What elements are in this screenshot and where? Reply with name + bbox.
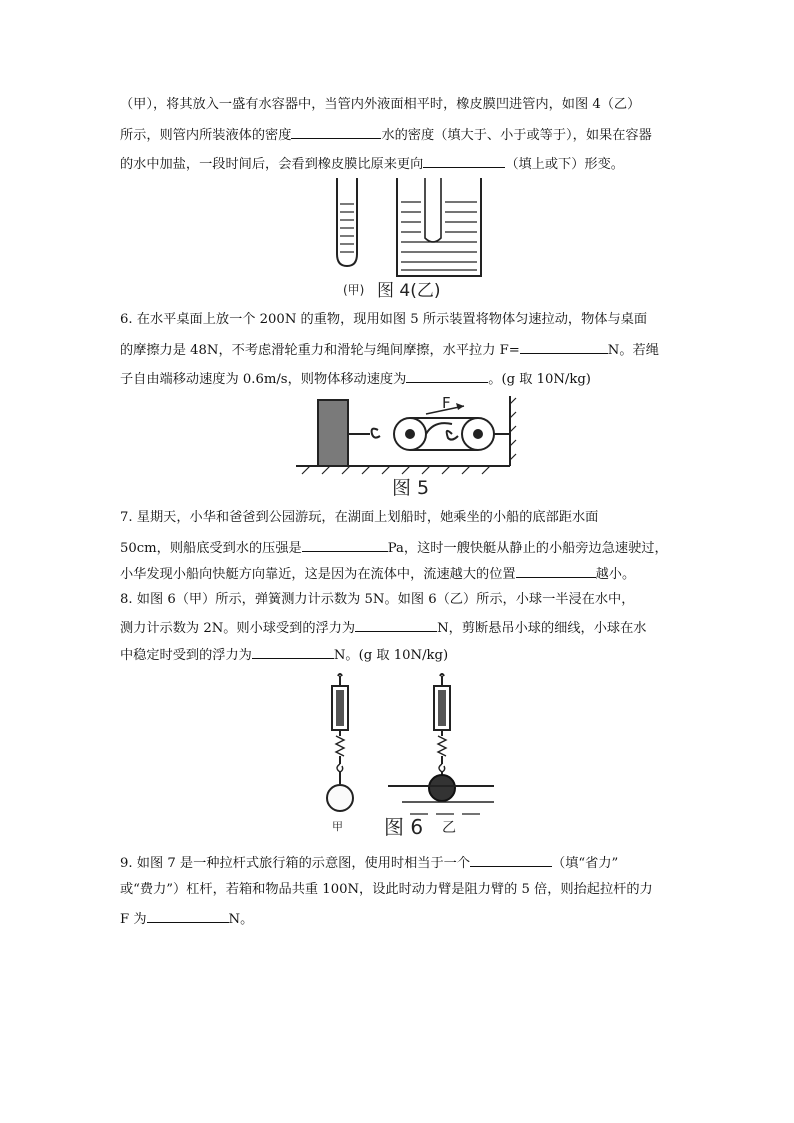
fig6-label-b: 乙 xyxy=(442,820,456,836)
q8-line-2: 测力计示数为 2N。则小球受到的浮力为 N，剪断悬吊小球的细线，小球在水 xyxy=(120,617,646,639)
water-container xyxy=(397,178,481,276)
answer-blank[interactable] xyxy=(291,124,381,139)
answer-blank[interactable] xyxy=(147,908,229,923)
answer-blank[interactable] xyxy=(406,368,488,383)
fig4-label: 图 4(乙) xyxy=(377,281,441,300)
heavy-block xyxy=(318,400,348,466)
ball-in-air xyxy=(327,785,353,811)
q8-line-3: 中稳定时受到的浮力为 N。(g 取 10N/kg) xyxy=(120,644,448,666)
answer-blank[interactable] xyxy=(252,644,334,659)
answer-blank[interactable] xyxy=(302,537,388,552)
q7-line-2: 50cm，则船底受到水的压强是 Pa，这时一艘快艇从静止的小船旁边急速驶过， xyxy=(120,537,668,559)
answer-blank[interactable] xyxy=(516,563,596,578)
fig6-label: 图 6 xyxy=(384,815,424,836)
q5-line-3: 的水中加盐，一段时间后，会看到橡皮膜比原来更向 （填上或下）形变。 xyxy=(120,153,624,175)
q6-line-1: 6. 在水平桌面上放一个 200N 的重物，现用如图 5 所示装置将物体匀速拉动，物体与桌面 xyxy=(120,312,648,327)
ball-in-water xyxy=(429,775,455,801)
q7-line-1: 7. 星期天，小华和爸爸到公园游玩，在湖面上划船时，她乘坐的小船的底部距水面 xyxy=(120,510,599,525)
figure-5 xyxy=(292,394,518,500)
spring-scale-a xyxy=(332,674,348,784)
answer-blank[interactable] xyxy=(423,153,505,168)
test-tube xyxy=(337,178,357,266)
fig4-label-a: (甲) xyxy=(343,283,365,297)
answer-blank[interactable] xyxy=(355,617,437,632)
fig5-label: 图 5 xyxy=(392,477,430,499)
figure-4 xyxy=(325,176,485,300)
q7-line-3: 小华发现小船向快艇方向靠近，这是因为在流体中，流速越大的位置 越小。 xyxy=(120,563,635,585)
answer-blank[interactable] xyxy=(520,339,608,354)
q5-line-1: （甲），将其放入一盛有水容器中，当管内外液面相平时，橡皮膜凹进管内，如图 4（乙） xyxy=(120,97,641,112)
q6-line-3: 子自由端移动速度为 0.6m/s，则物体移动速度为 。(g 取 10N/kg) xyxy=(120,368,591,390)
q8-line-1: 8. 如图 6（甲）所示，弹簧测力计示数为 5N。如图 6（乙）所示，小球一半浸在水中， xyxy=(120,592,635,607)
force-arrow xyxy=(426,394,464,414)
q9-line-2: 或“费力”）杠杆，若箱和物品共重 100N，设此时动力臂是阻力臂的 5 倍，则抬起拉杆的力 xyxy=(120,882,653,897)
answer-blank[interactable] xyxy=(470,852,552,867)
force-label: F xyxy=(442,394,451,412)
q6-line-2: 的摩擦力是 48N，不考虑滑轮重力和滑轮与绳间摩擦，水平拉力 F= N。若绳 xyxy=(120,339,659,361)
fig6-label-a: 甲 xyxy=(332,820,343,833)
q5-line-2: 所示，则管内所装液体的密度 水的密度（填大于、小于或等于），如果在容器 xyxy=(120,124,652,146)
pulley-system xyxy=(348,418,510,450)
q9-line-1: 9. 如图 7 是一种拉杆式旅行箱的示意图，使用时相当于一个 （填“省力” xyxy=(120,852,618,874)
q9-line-3: F 为 N。 xyxy=(120,908,253,930)
spring-scale-b xyxy=(434,674,450,776)
figure-6 xyxy=(318,672,498,836)
